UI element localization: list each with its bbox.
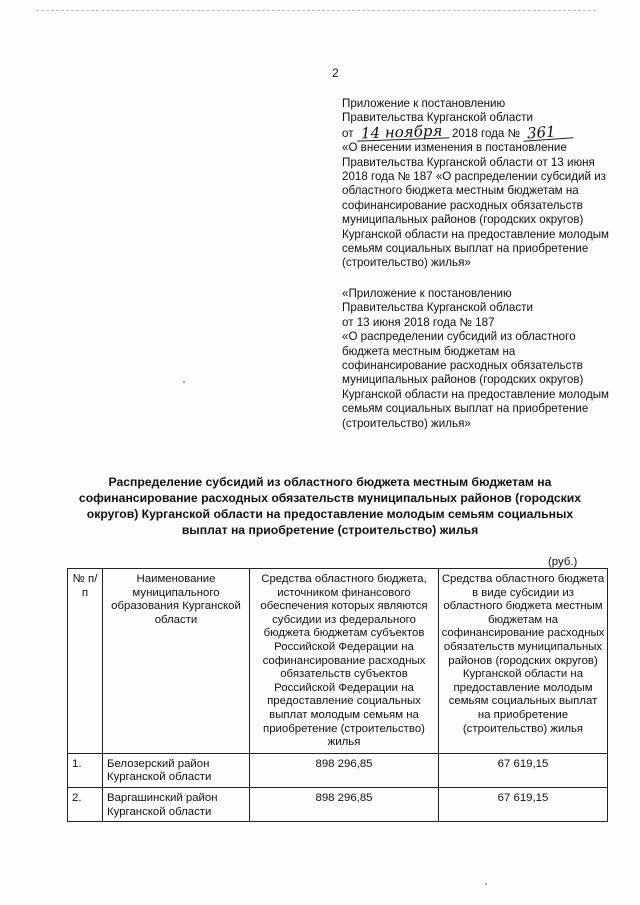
annex-line: Правительства Курганской области — [342, 111, 533, 125]
page-number: 2 — [332, 66, 339, 80]
year-text: 2018 года № — [451, 126, 521, 140]
table-header-row — [68, 569, 608, 754]
scan-speck — [183, 381, 185, 383]
scan-speck — [485, 883, 487, 885]
header-federal-funds: Средства областного бюджета, источником финансового обеспечения которых являются субсидии из федерального бюджета бюджетам субъектов Российской Федерации на софинансирование расходных обязательств субъектов Российской Федерации на предоставление социальных выплат молодым семьям на приобретение (строительство) жилья — [250, 569, 439, 754]
row-regional-amount: 67 619,15 — [439, 753, 608, 787]
scan-edge-line — [36, 10, 596, 11]
document-title: Распределение субсидий из областного бюджета местным бюджетам на софинансирование расходных обязательств муниципальных районов (городских округов) Курганской области на предоставление молодым семьям социальных выплат на приобретение (строительство) жилья — [78, 475, 582, 537]
annex-line: Приложение к постановлению — [342, 97, 506, 110]
row-federal-amount: 898 296,85 — [250, 787, 439, 821]
row-number: 2. — [68, 787, 103, 821]
annex-date-line — [342, 121, 614, 143]
table-row — [68, 787, 608, 821]
annex-header — [342, 97, 614, 431]
original-annex-subject: «О распределении субсидий из областного бюджета местным бюджетам на софинансирование расходных обязательств муниципальных районов (городских округов) Курганской области на предоставление молодым семьям социальных выплат на приобретение (строительство) жилья» — [342, 330, 610, 430]
date-prefix: от — [342, 126, 354, 140]
handwritten-date: 14 ноября — [357, 124, 449, 141]
original-annex-line: от 13 июня 2018 года № 187 — [342, 315, 495, 329]
subsidy-table — [67, 568, 608, 822]
row-municipality: Варгашинский район Курганской области — [103, 787, 250, 821]
amendment-text: «О внесении изменения в постановление Правительства Курганской области от 13 июня 2018 года № 187 «О распределении субсидий из областного бюджета местным бюджетам на софинансирование расходных обязательств муниципальных районов (городских округов) Курганской области на предоставление молодым семьям социальных выплат на приобретение (строительство) жилья» — [342, 141, 610, 270]
unit-label: (руб.) — [548, 556, 578, 568]
original-annex-line: «Приложение к постановлению — [342, 286, 512, 300]
row-regional-amount: 67 619,15 — [439, 787, 608, 821]
row-municipality: Белозерский район Курганской области — [103, 753, 250, 787]
handwritten-number: 361 — [523, 124, 574, 141]
row-number: 1. — [68, 753, 103, 787]
header-number: № п/п — [68, 569, 103, 754]
table-row — [68, 753, 608, 787]
header-municipality: Наименование муниципального образования Курганской области — [103, 569, 250, 754]
original-annex-line: Правительства Курганской области — [342, 301, 533, 315]
row-federal-amount: 898 296,85 — [250, 753, 439, 787]
header-regional-funds: Средства областного бюджета в виде субсидии из областного бюджета местным бюджетам на софинансирование расходных обязательств муниципальных районов (городских округов) Курганской области на предоставление молодым семьям социальных выплат на приобретение (строительство) жилья — [439, 569, 608, 754]
